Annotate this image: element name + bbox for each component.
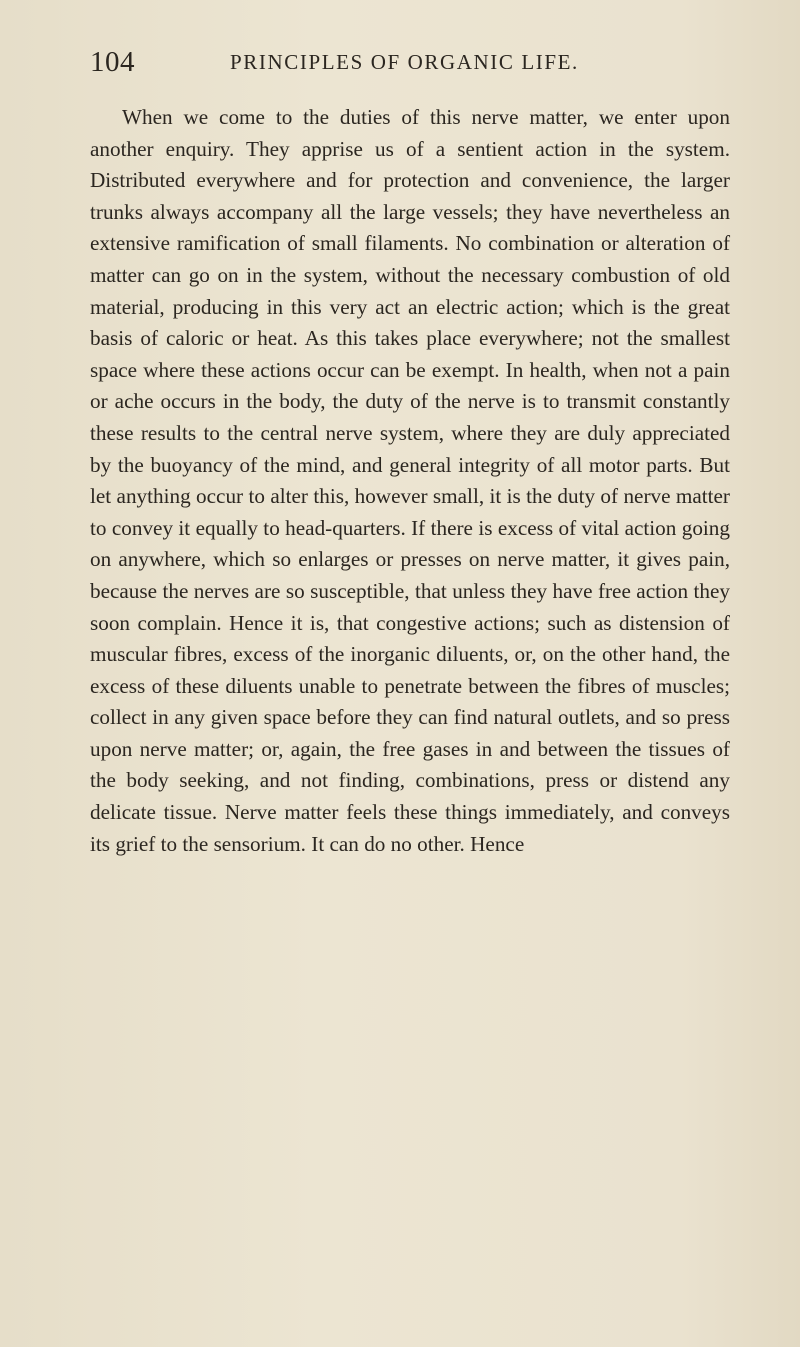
page-header (90, 38, 730, 86)
running-head: PRINCIPLES OF ORGANIC LIFE. (230, 50, 579, 74)
body-paragraph: When we come to the duties of this nerve matter, we enter upon another enquiry. They apprise us of a sentient action in the system. Distributed everywhere and for protection and convenience, the larger trunks always accompany all the large vessels; they have nevertheless an extensive ramification of small filaments. No combination or alteration of matter can go on in the system, without the necessary combustion of old material, producing in this very act an electric action; which is the great basis of caloric or heat. As this takes place everywhere; not the smallest space where these actions occur can be exempt. In health, when not a pain or ache occurs in the body, the duty of the nerve is to transmit constantly these results to the central nerve system, where they are duly appreciated by the buoyancy of the mind, and general integrity of all motor parts. But let anything occur to alter this, however small, it is the duty of nerve matter to convey it equally to head-quarters. If there is excess of vital action going on anywhere, which so enlarges or presses on nerve matter, it gives pain, because the nerves are so susceptible, that unless they have free action they soon complain. Hence it is, that congestive actions; such as distension of muscular fibres, excess of the inorganic diluents, or, on the other hand, the excess of these diluents unable to penetrate between the fibres of muscles; collect in any given space before they can find natural outlets, and so press upon nerve matter; or, again, the free gases in and between the tissues of the body seeking, and not finding, combinations, press or distend any delicate tissue. Nerve matter feels these things immediately, and conveys its grief to the sensorium. It can do no other. Hence (90, 105, 730, 856)
page-number: 104 (90, 46, 135, 78)
